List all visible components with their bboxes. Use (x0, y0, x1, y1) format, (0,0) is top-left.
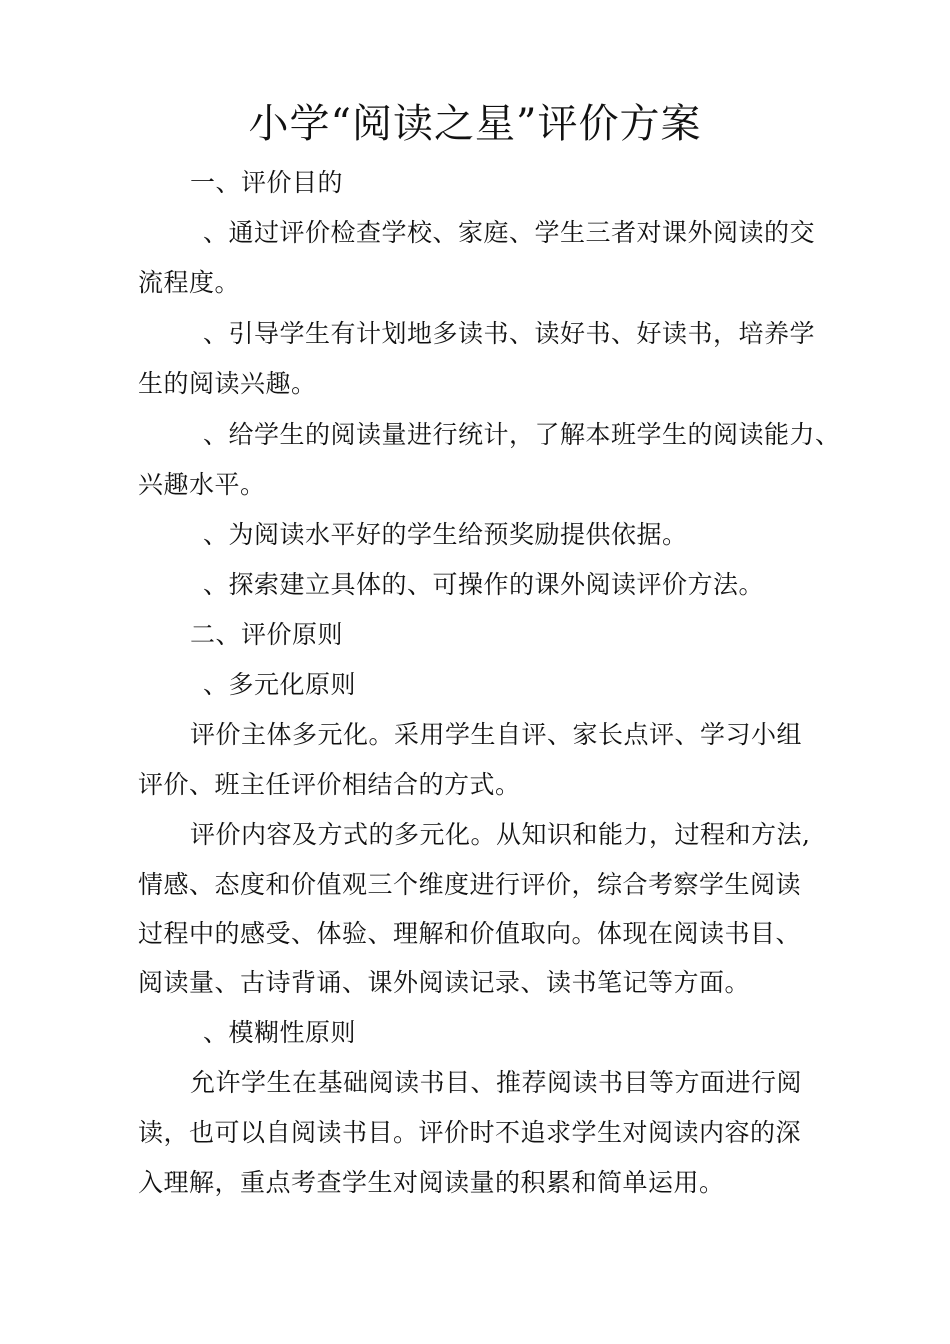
paragraph-line: 允许学生在基础阅读书目、推荐阅读书目等方面进行阅 (190, 1068, 803, 1097)
paragraph-line: 、给学生的阅读量进行统计，了解本班学生的阅读能力、 (203, 420, 841, 449)
paragraph-line: 评价、班主任评价相结合的方式。 (138, 770, 521, 799)
paragraph-line: 评价主体多元化。采用学生自评、家长点评、学习小组 (190, 720, 803, 749)
paragraph-line: 评价内容及方式的多元化。从知识和能力，过程和方法, (190, 820, 811, 849)
paragraph-line: 生的阅读兴趣。 (138, 369, 317, 398)
paragraph-line: 流程度。 (138, 268, 241, 297)
subheading-diversity: 、多元化原则 (203, 670, 357, 699)
document-title: 小学“阅读之星”评价方案 (248, 101, 702, 147)
paragraph-line: 兴趣水平。 (138, 470, 266, 499)
paragraph-line: 、探索建立具体的、可操作的课外阅读评价方法。 (203, 570, 765, 599)
paragraph-line: 、为阅读水平好的学生给预奖励提供依据。 (203, 520, 688, 549)
paragraph-line: 入理解，重点考查学生对阅读量的积累和简单运用。 (138, 1168, 725, 1197)
paragraph-line: 、通过评价检查学校、家庭、学生三者对课外阅读的交 (203, 218, 816, 247)
section-heading-purpose: 一、评价目的 (190, 168, 344, 197)
paragraph-line: 情感、态度和价值观三个维度进行评价，综合考察学生阅读 (138, 870, 802, 899)
paragraph-line: 读，也可以自阅读书目。评价时不追求学生对阅读内容的深 (138, 1118, 802, 1147)
section-heading-principles: 二、评价原则 (190, 620, 344, 649)
paragraph-line: 阅读量、古诗背诵、课外阅读记录、读书笔记等方面。 (138, 968, 751, 997)
subheading-fuzziness: 、模糊性原则 (203, 1018, 357, 1047)
paragraph-line: 、引导学生有计划地多读书、读好书、好读书，培养学 (203, 319, 816, 348)
paragraph-line: 过程中的感受、体验、理解和价值取向。体现在阅读书目、 (138, 919, 802, 948)
